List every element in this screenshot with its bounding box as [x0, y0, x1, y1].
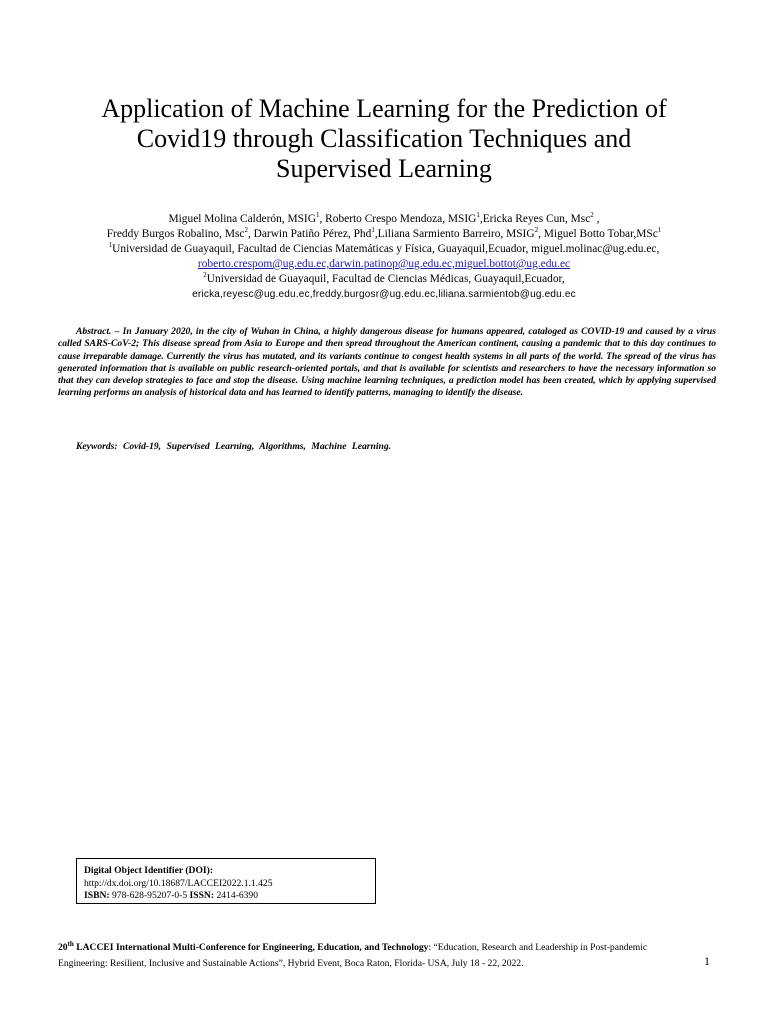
page-number: 1 — [704, 954, 710, 968]
author-line-2 — [30, 227, 738, 242]
affiliation-marker: 1 — [371, 226, 375, 235]
author-block — [30, 212, 738, 302]
author-text: ,Liliana Sarmiento Barreiro, MSIG — [374, 228, 535, 240]
affiliation-marker: 1 — [108, 241, 113, 250]
affiliation-marker: 1 — [657, 226, 662, 235]
affiliation-1-emails — [30, 257, 738, 272]
author-text: , Roberto Crespo Mendoza, MSIG — [319, 213, 477, 225]
isbn-value: 978-628-95207-0-5 — [109, 890, 190, 902]
footer-edition-suffix: th — [67, 939, 74, 948]
footer-edition: 20 — [58, 942, 68, 953]
author-text: , Miguel Botto Tobar,MSc — [538, 228, 658, 240]
paper-title — [40, 94, 728, 184]
issn-label: ISSN: — [189, 890, 215, 902]
author-text: , Darwin Patiño Pérez, Phd — [247, 228, 372, 240]
affiliation-2-emails: ericka,reyesc@ug.edu.ec,freddy.burgosr@ug.edu.ec,liliana.sarmientob@ug.edu.ec — [192, 289, 576, 300]
title-line-1: Application of Machine Learning for the Prediction of — [101, 94, 667, 123]
issn-value: 2414-6390 — [214, 890, 259, 902]
abstract: Abstract. – In January 2020, in the city of Wuhan in China, a highly dangerous disease for humans appeared, cataloged as COVID-19 and caused by a virus called SARS-CoV-2; This disease spread from Asia to Europe and then spread throughout the American continent, causing a pandemic that to this day continues to cause irreparable damage. Currently the virus has mutated, and its variants continue to congest health systems in all parts of the world. The spread of the virus has generated information that is available on public research-oriented portals, and that is available for scientists and researchers to have the necessary information so that they can develop strategies to face and stop the disease. Using machine learning techniques, a prediction model has been created, which by applying supervised learning performs an analysis of historical data and has learned to identify patterns, managing to identify the disease. — [58, 326, 716, 399]
affiliation-marker: 1 — [315, 211, 320, 220]
title-line-3: Supervised Learning — [276, 154, 492, 183]
footer-conference: LACCEI International Multi-Conference for Engineering, Education, and Technology — [73, 942, 429, 953]
isbn-label: ISBN: — [84, 890, 110, 902]
author-line-1 — [30, 212, 738, 227]
footer-line-2: Engineering: Resilient, Inclusive and Sustainable Actions”, Hybrid Event, Boca Raton, Florida- USA, July 18 - 22, 2022. — [58, 958, 524, 969]
affiliation-marker: 2 — [244, 226, 248, 235]
email-link[interactable]: roberto.crespom@ug.edu.ec,darwin.patinop@ug.edu.ec,miguel.bottot@ug.edu.ec — [197, 258, 571, 270]
affiliation-marker: 2 — [203, 271, 207, 280]
isbn-issn-line — [84, 890, 368, 903]
author-text: Freddy Burgos Robalino, Msc — [106, 228, 245, 240]
author-text: , — [593, 213, 600, 225]
keywords: Keywords: Covid-19, Supervised Learning, Algorithms, Machine Learning. — [76, 441, 392, 452]
affiliation-marker: 2 — [534, 226, 539, 235]
title-line-2: Covid19 through Classification Techniques and — [136, 124, 632, 153]
doi-heading: Digital Object Identifier (DOI): — [84, 865, 214, 876]
footer-line-1 — [58, 940, 698, 956]
doi-url[interactable]: http://dx.doi.org/10.18687/LACCEI2022.1.1.425 — [84, 877, 273, 889]
affiliation-marker: 2 — [590, 211, 594, 220]
affiliation-text: Universidad de Guayaquil, Facultad de Ciencias Médicas, Guayaquil,Ecuador, — [206, 273, 565, 285]
doi-box — [76, 858, 376, 904]
affiliation-marker: 1 — [476, 211, 480, 220]
page-footer — [58, 940, 698, 972]
footer-theme: : “Education, Research and Leadership in Post-pandemic — [428, 942, 648, 953]
affiliation-1 — [30, 242, 738, 257]
author-text: Miguel Molina Calderón, MSIG — [168, 213, 316, 225]
affiliation-text: Universidad de Guayaquil, Facultad de Ciencias Matemáticas y Física, Guayaquil,Ecuador, miguel.molinac@ug.edu.ec, — [112, 243, 660, 255]
author-text: ,Ericka Reyes Cun, Msc — [479, 213, 591, 225]
affiliation-2 — [30, 272, 738, 287]
